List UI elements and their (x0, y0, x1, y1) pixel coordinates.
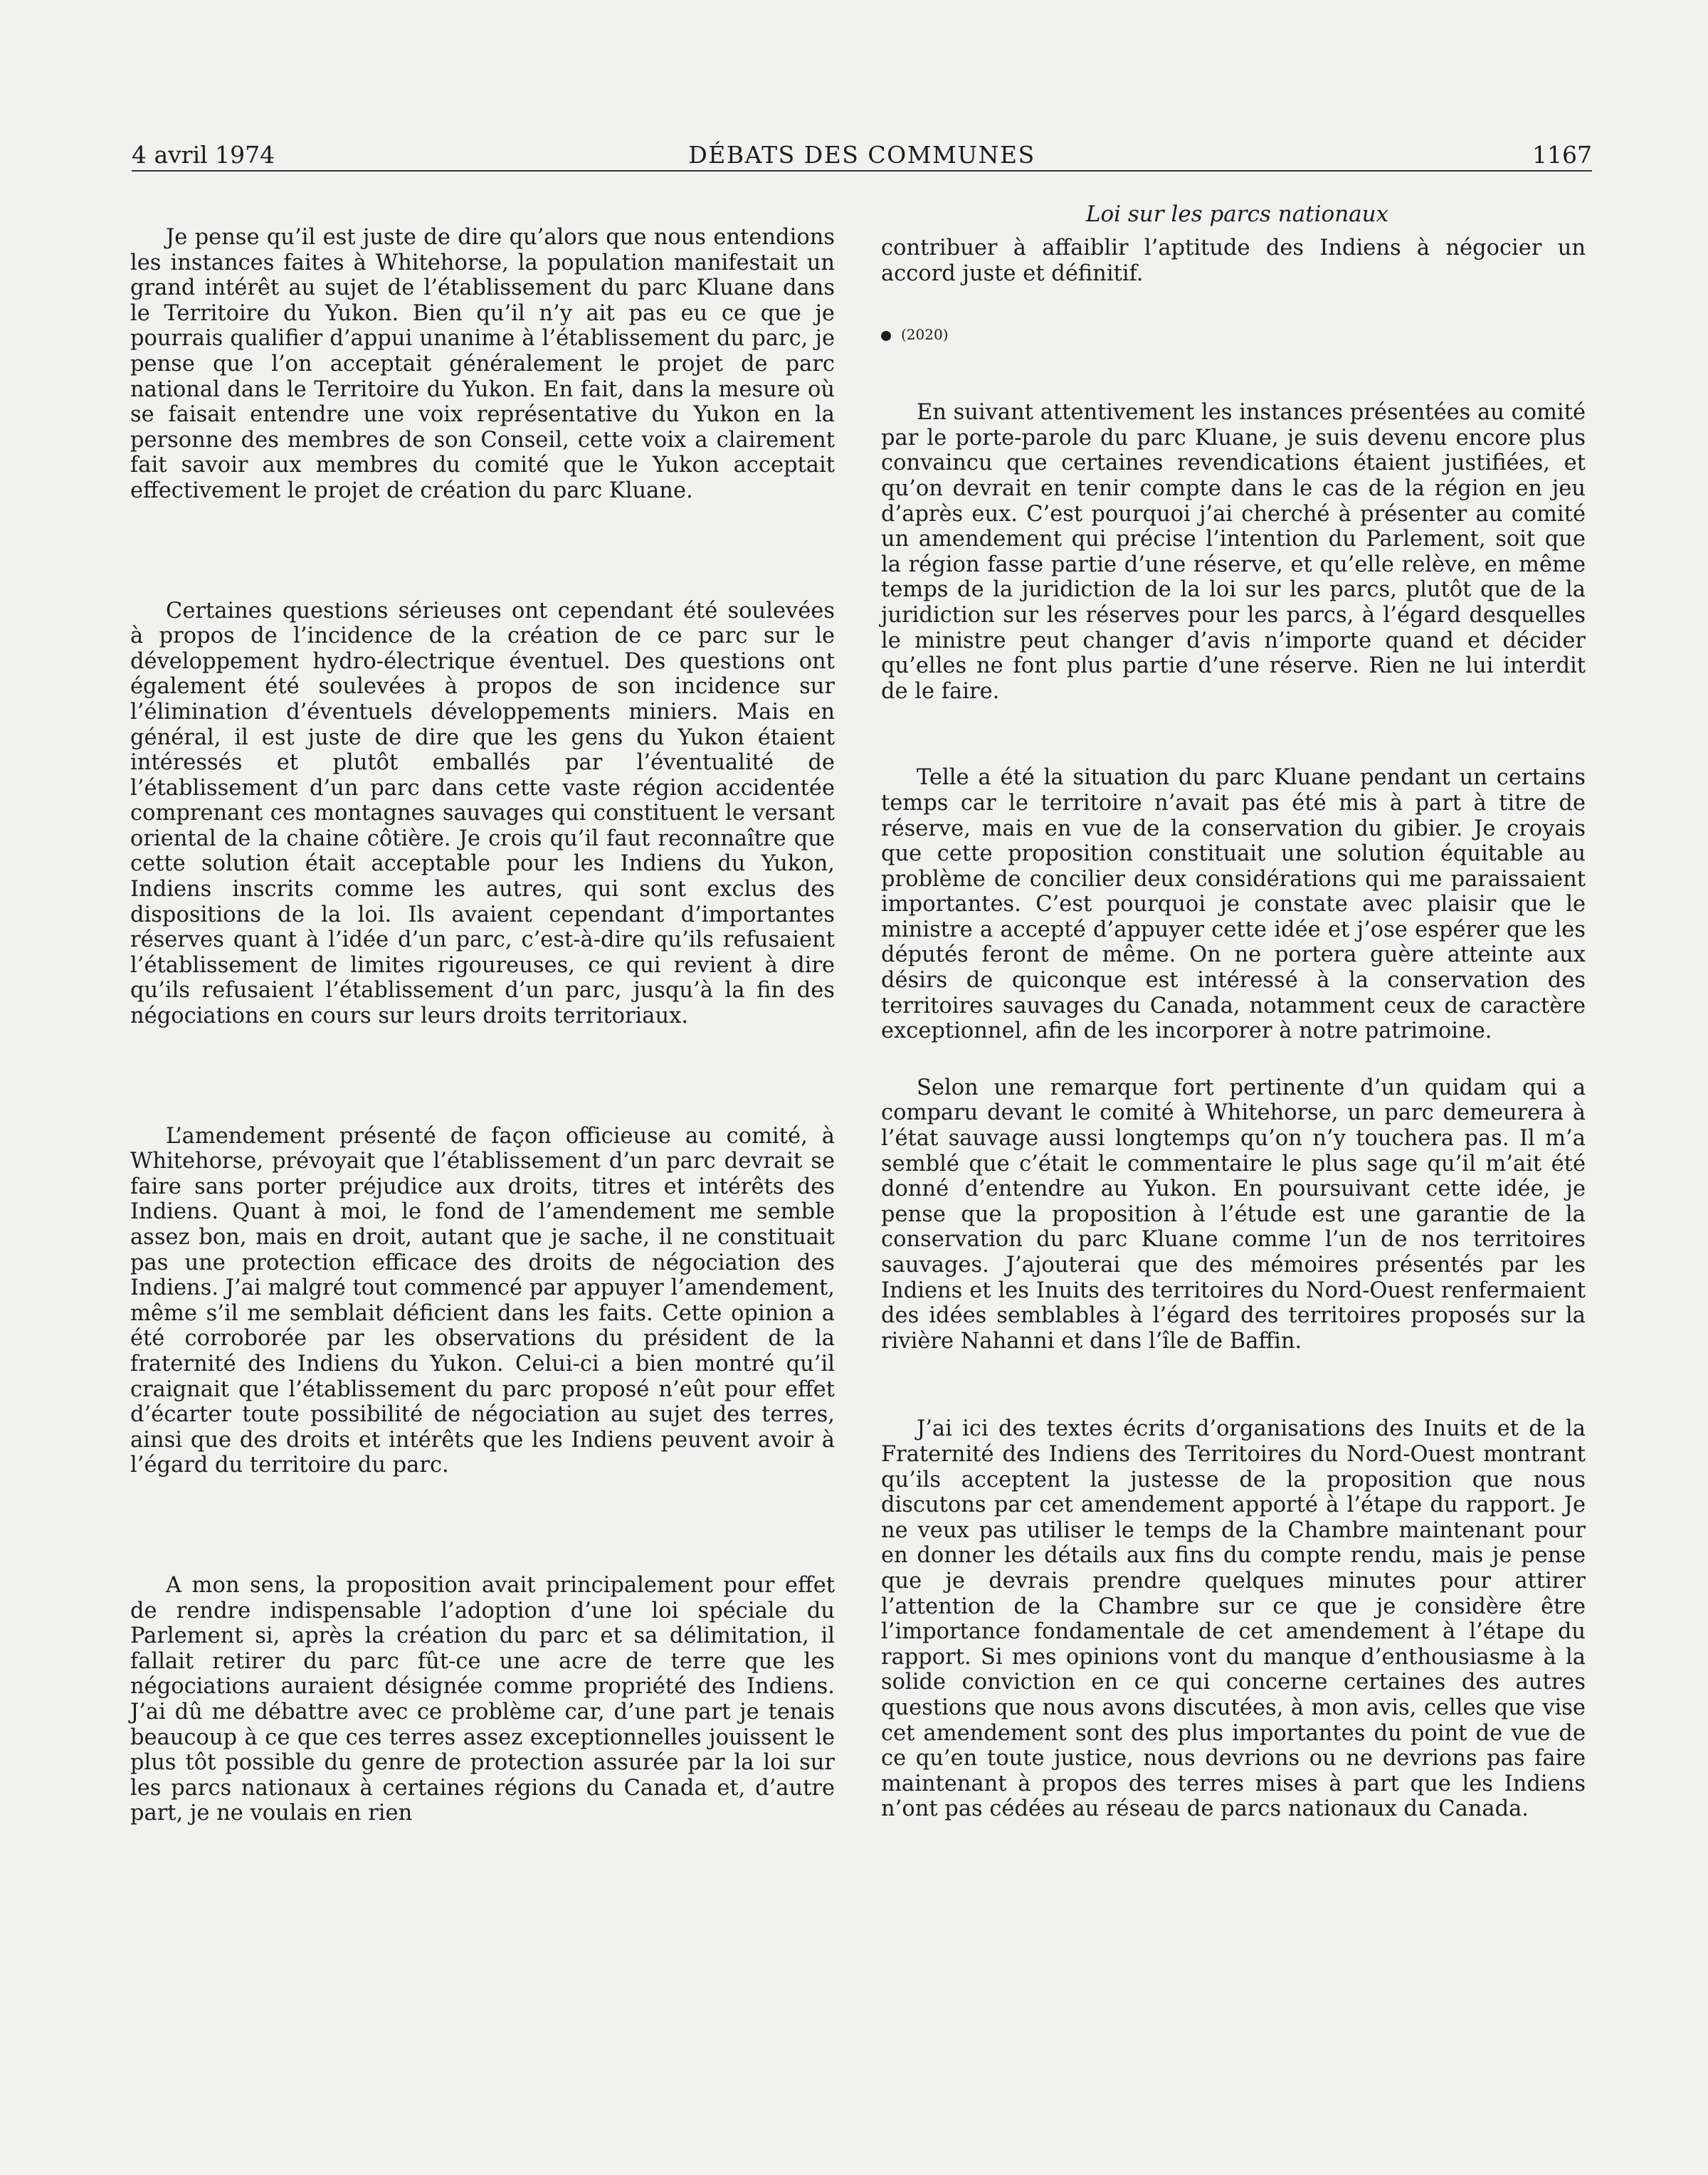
right-column (881, 236, 1586, 1822)
time-marker (881, 325, 1586, 344)
continued-paragraph: contribuer à affaiblir l’aptitude des Indiens à négocier un accord juste et définitif. (881, 236, 1586, 286)
paragraph: Telle a été la situation du parc Kluane pendant un certains temps car le territoire n’avait pas été mis à part à titre de réserve, mais en vue de la conservation du gibier. Je croyais que cette proposition constituait une solution équitable au problème de concilier deux considérations qui me paraissaient importantes. C’est pourquoi je constate avec plaisir que le ministre a accepté d’appuyer cette idée et j’ose espérer que les députés feront de même. On ne portera guère atteinte aux désirs de quiconque est intéressé à la conservation des territoires sauvages du Canada, notamment ceux de caractère exceptionnel, afin de les incorporer à notre patrimoine. (881, 765, 1586, 1044)
paragraph: L’amendement présenté de façon officieuse au comité, à Whitehorse, prévoyait que l’établissement d’un parc devrait se faire sans porter préjudice aux droits, titres et intérêts des Indiens. Quant à moi, le fond de l’amendement me semble assez bon, mais en droit, autant que je sache, il ne constituait pas une protection efficace des droits de négociation des Indiens. J’ai malgré tout commencé par appuyer l’amendement, même s’il me semblait déficient dans les faits. Cette opinion a été corroborée par les observations du président de la fraternité des Indiens du Yukon. Celui-ci a bien montré qu’il craignait que l’établissement du parc proposé n’eût pour effet d’écarter toute possibilité de négociation au sujet des terres, ainsi que des droits et intérêts que les Indiens peuvent avoir à l’égard du territoire du parc. (130, 1123, 835, 1478)
page-header (132, 139, 1592, 174)
header-title: DÉBATS DES COMMUNES (688, 141, 1035, 169)
header-date: 4 avril 1974 (132, 141, 275, 169)
paragraph: Je pense qu’il est juste de dire qu’alors que nous entendions les instances faites à Whitehorse, la population manifestait un grand intérêt au sujet de l’établissement du parc Kluane dans le Territoire du Yukon. Bien qu’il n’y ait pas eu ce que je pourrais qualifier d’appui unanime à l’établissement du parc, je pense que l’on acceptait généralement le projet de parc national dans le Territoire du Yukon. En fait, dans la mesure où se faisait entendre une voix représentative du Yukon en la personne des membres de son Conseil, cette voix a clairement fait savoir aux membres du comité que le Yukon acceptait effectivement le projet de création du parc Kluane. (130, 225, 835, 503)
paragraph: Certaines questions sérieuses ont cependant été soulevées à propos de l’incidence de la création de ce parc sur le développement hydro-électrique éventuel. Des questions ont également été soulevées à propos de son incidence sur l’élimination d’éventuels développements miniers. Mais en général, il est juste de dire que les gens du Yukon étaient intéressés et plutôt emballés par l’éventualité de l’établissement d’un parc dans cette vaste région accidentée comprenant ces montagnes sauvages qui constituent le versant oriental de la chaine côtière. Je crois qu’il faut reconnaître que cette solution était acceptable pour les Indiens du Yukon, Indiens inscrits comme les autres, qui sont exclus des dispositions de la loi. Ils avaient cependant d’importantes réserves quant à l’idée d’un parc, c’est-à-dire qu’ils refusaient l’établissement de limites rigoureuses, ce qui revient à dire qu’ils refusaient l’établissement d’un parc, jusqu’à la fin des négociations en cours sur leurs droits territoriaux. (130, 598, 835, 1029)
time-marker-text: (2020) (901, 326, 949, 344)
paragraph: J’ai ici des textes écrits d’organisations des Inuits et de la Fraternité des Indiens des Territoires du Nord-Ouest montrant qu’ils acceptent la justesse de la proposition que nous discutons par cet amendement apporté à l’étape du rapport. Je ne veux pas utiliser le temps de la Chambre maintenant pour en donner les détails aux fins du compte rendu, mais je pense que je devrais prendre quelques minutes pour attirer l’attention de la Chambre sur ce que je considère être l’importance fondamentale de cet amendement à l’étape du rapport. Si mes opinions vont du manque d’enthousiasme à la solide conviction en ce qui concerne certaines des autres questions que nous avons discutées, à mon avis, celles que vise cet amendement sont des plus importantes du point de vue de ce qu’en toute justice, nous devrions ou ne devrions pas faire maintenant à propos des terres mises à part que les Indiens n’ont pas cédées au réseau de parcs nationaux du Canada. (881, 1416, 1586, 1822)
bullet-icon (881, 331, 891, 341)
paragraph: En suivant attentivement les instances présentées au comité par le porte-parole du parc Kluane, je suis devenu encore plus convaincu que certaines revendications étaient justifiées, et qu’on devrait en tenir compte dans le cas de la région en jeu d’après eux. C’est pourquoi j’ai cherché à présenter au comité un amendement qui précise l’intention du Parlement, soit que la région fasse partie d’une réserve, et qu’elle relève, en même temps de la juridiction de la loi sur les parcs, plutôt que de la juridiction sur les réserves pour les parcs, à l’égard desquelles le ministre peut changer d’avis n’importe quand et décider qu’elles ne font plus partie d’une réserve. Rien ne lui interdit de le faire. (881, 400, 1586, 704)
paragraph: Selon une remarque fort pertinente d’un quidam qui a comparu devant le comité à Whitehorse, un parc demeurera à l’état sauvage aussi longtemps qu’on n’y touchera pas. Il m’a semblé que c’était le commentaire le plus sage qu’il m’ait été donné d’entendre au Yukon. En poursuivant cette idée, je pense que la proposition à l’étude est une garantie de la conservation du parc Kluane comme l’un de nos territoires sauvages. J’ajouterai que des mémoires présentés par les Indiens et les Inuits des territoires du Nord-Ouest renfermaient des idées semblables à l’égard des territoires proposés sur la rivière Nahanni et dans l’île de Baffin. (881, 1075, 1586, 1354)
left-column (130, 225, 835, 1826)
page-number: 1167 (1532, 141, 1592, 169)
section-subtitle: Loi sur les parcs nationaux (1085, 201, 1389, 227)
header-rule (132, 170, 1592, 172)
paragraph: A mon sens, la proposition avait principalement pour effet de rendre indispensable l’adoption d’une loi spéciale du Parlement si, après la création du parc et sa délimitation, il fallait retirer du parc fût-ce une acre de terre que les négociations auraient désignée comme propriété des Indiens. J’ai dû me débattre avec ce problème car, d’une part je tenais beaucoup à ce que ces terres assez exceptionnelles jouissent le plus tôt possible du genre de protection assurée par la loi sur les parcs nationaux à certaines régions du Canada et, d’autre part, je ne voulais en rien (130, 1572, 835, 1826)
